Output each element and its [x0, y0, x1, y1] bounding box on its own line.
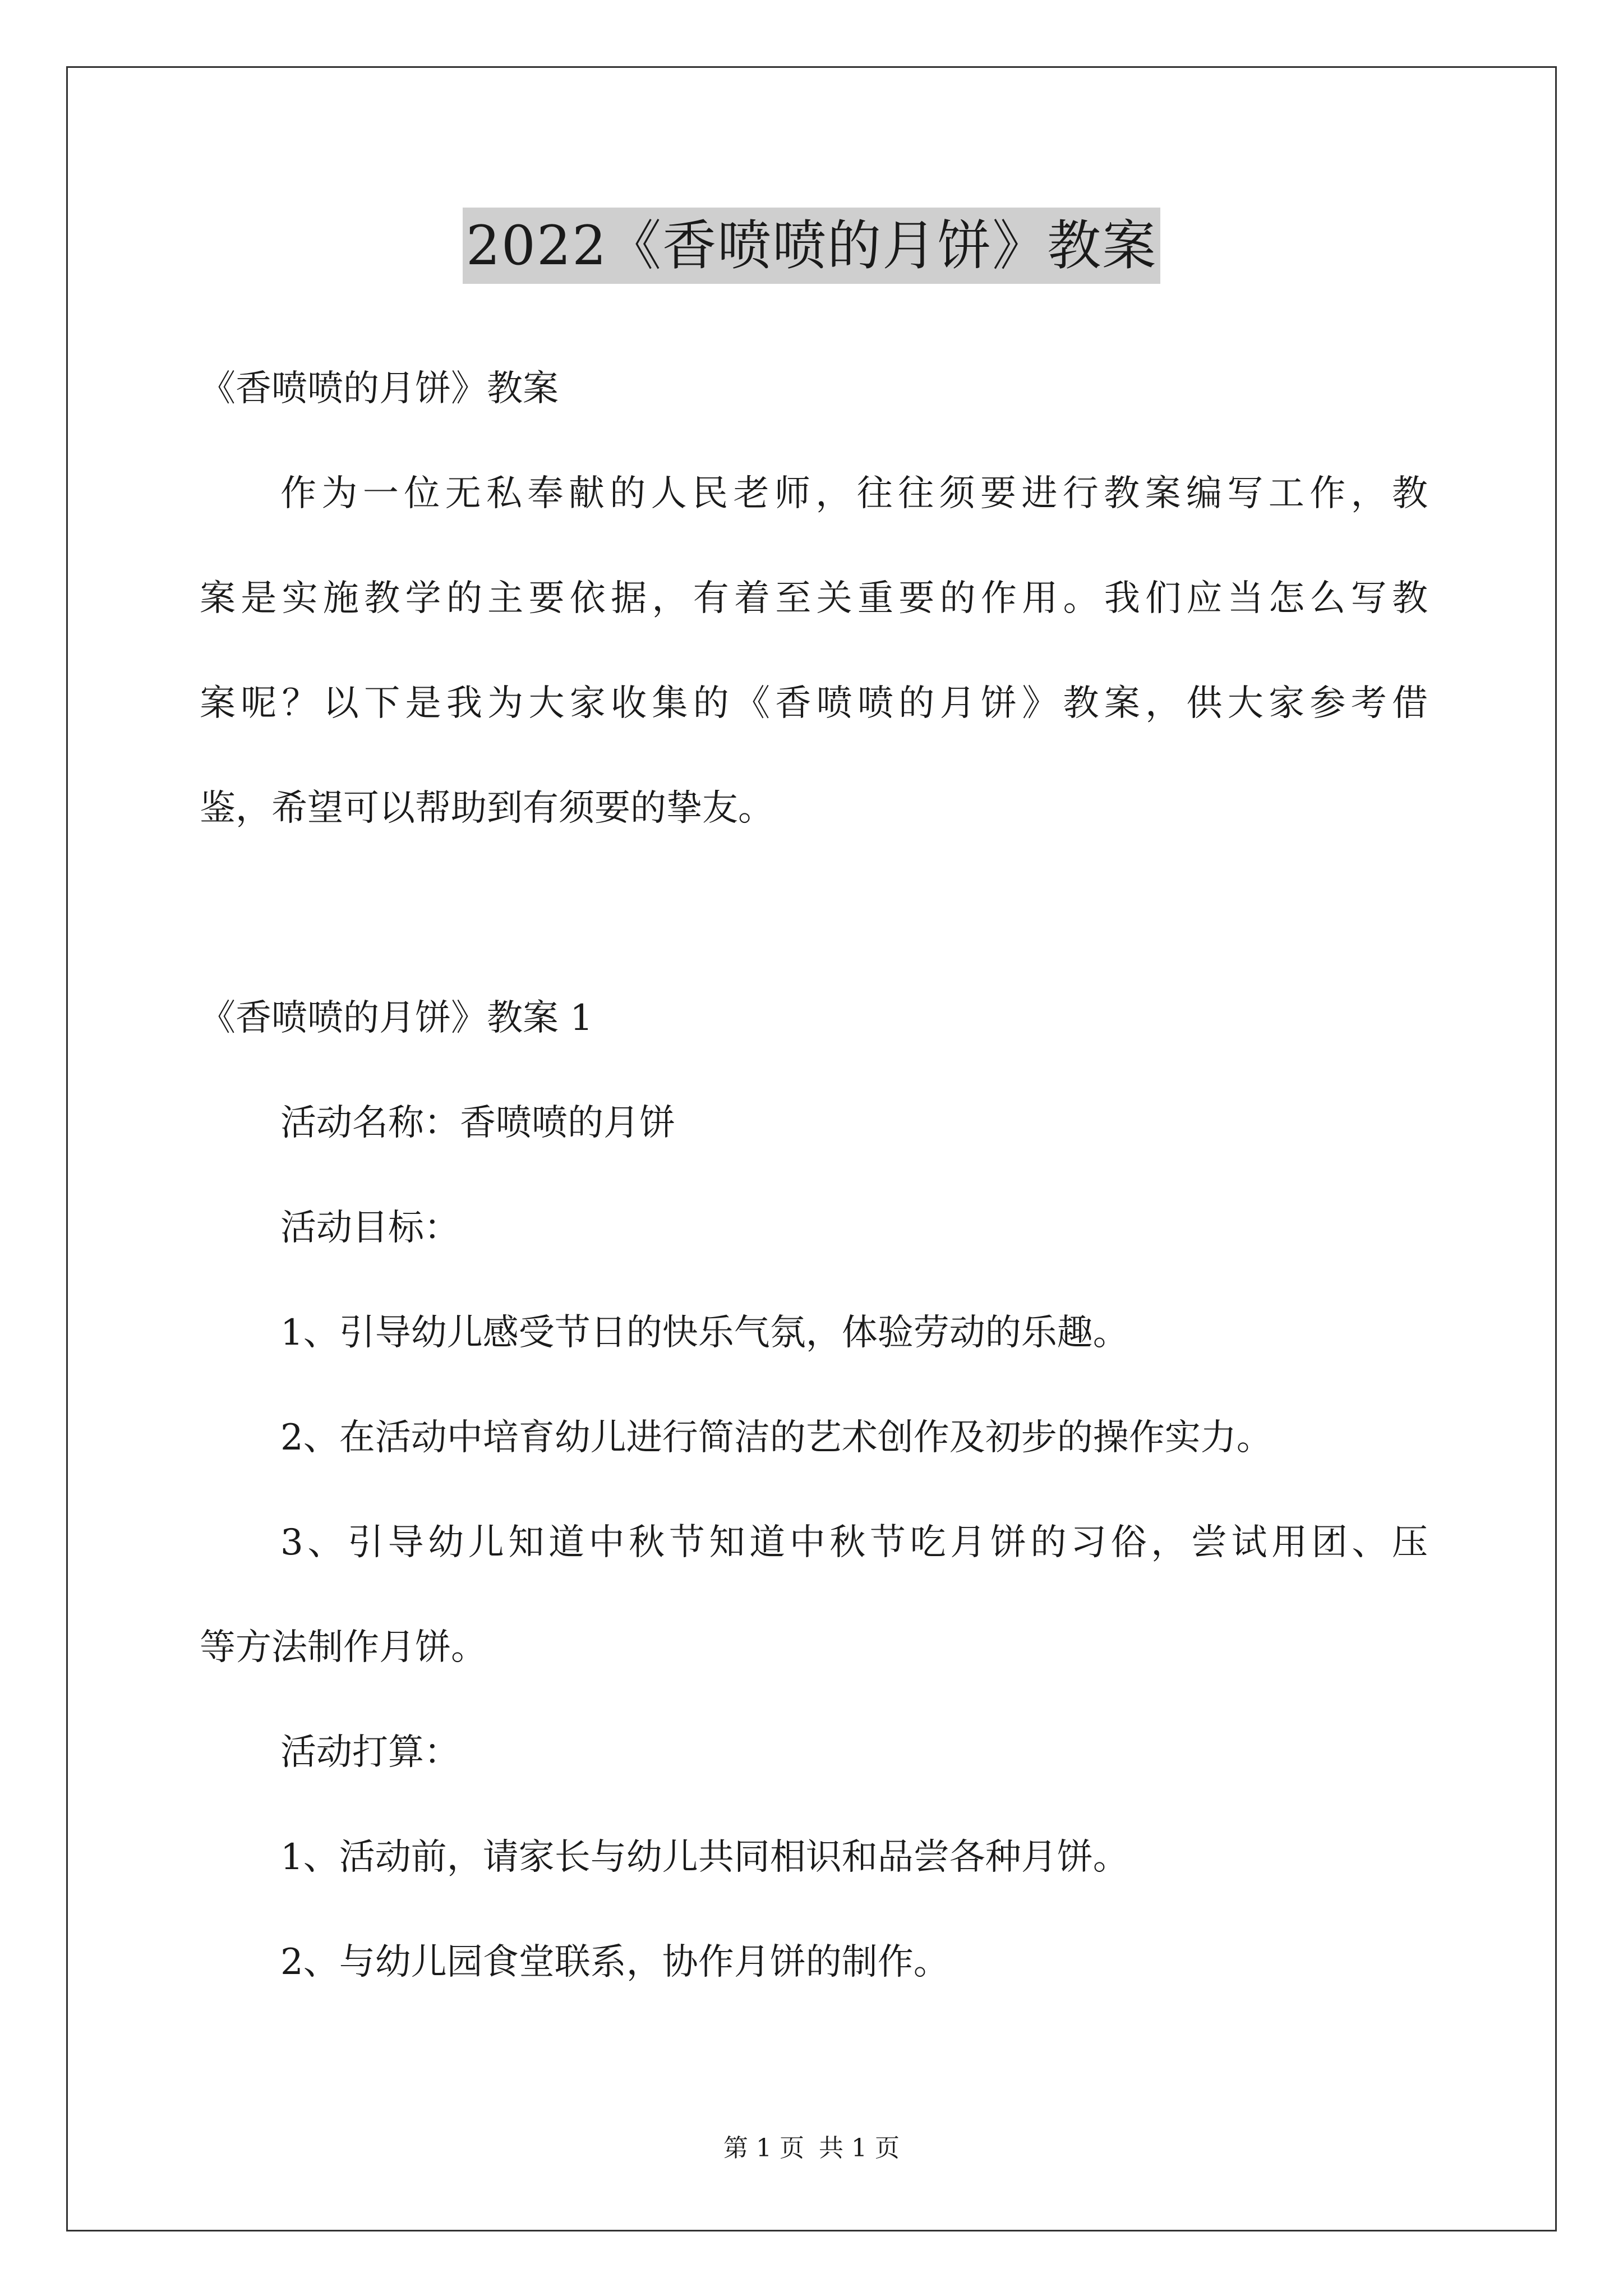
prep-item-1: 1、活动前，请家长与幼儿共同相识和品尝各种月饼。: [280, 1837, 1129, 1878]
goal-item-3: 3、引导幼儿知道中秋节知道中秋节吃月饼的习俗，尝试用团、压: [280, 1522, 1428, 1563]
document-body: [200, 337, 1428, 2015]
intro-line-1: 作为一位无私奉献的人民老师，往往须要进行教案编写工作，教: [280, 473, 1428, 514]
page-footer: [0, 2132, 1623, 2165]
goal-item-1: 1、引导幼儿感受节日的快乐气氛，体验劳动的乐趣。: [280, 1312, 1129, 1354]
page-total: 共 1 页: [819, 2134, 900, 2162]
spacer: [200, 861, 1428, 966]
intro-line-2: 案是实施教学的主要依据，有着至关重要的作用。我们应当怎么写教: [200, 578, 1428, 619]
activity-name: 活动名称：香喷喷的月饼: [280, 1102, 675, 1144]
goal-item-2: 2、在活动中培育幼儿进行简洁的艺术创作及初步的操作实力。: [280, 1417, 1272, 1458]
prep-item-2: 2、与幼儿园食堂联系，协作月饼的制作。: [280, 1941, 949, 1983]
document-title: 2022《香喷喷的月饼》教案: [463, 208, 1160, 284]
section-heading: 《香喷喷的月饼》教案 1: [200, 997, 593, 1039]
title-container: [0, 208, 1623, 284]
intro-line-3: 案呢？以下是我为大家收集的《香喷喷的月饼》教案，供大家参考借: [200, 683, 1428, 724]
subtitle: 《香喷喷的月饼》教案: [200, 368, 559, 409]
goal-item-3-continued: 等方法制作月饼。: [200, 1627, 487, 1668]
page-number: 第 1 页: [723, 2134, 804, 2162]
intro-line-4: 鉴，希望可以帮助到有须要的挚友。: [200, 788, 774, 829]
goals-label: 活动目标：: [280, 1207, 460, 1249]
prep-label: 活动打算：: [280, 1732, 460, 1773]
